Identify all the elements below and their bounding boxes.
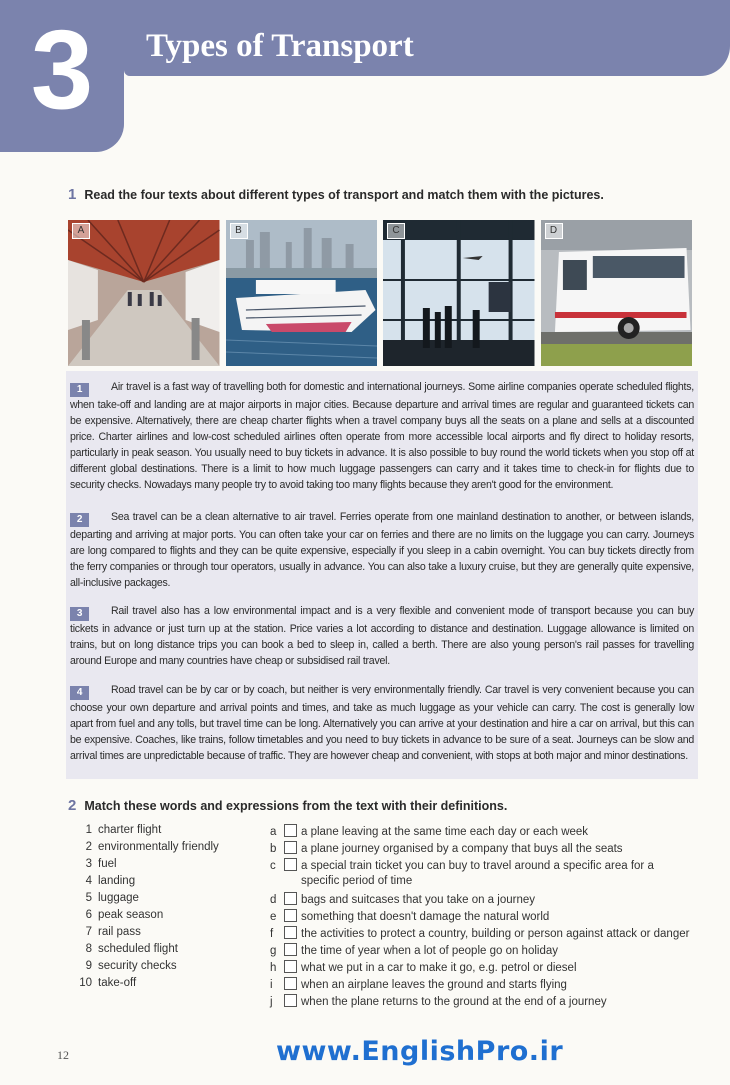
word-item: 8 scheduled flight [85,943,178,955]
answer-checkbox[interactable] [284,926,297,939]
exercise-2-heading [68,797,507,814]
photo-strip [68,220,692,366]
text-body: Road travel can be by car or by coach, but neither is very environmentally friendly. Car travel is very convenient because you can choose your own departure and arrival points and times, and take as much luggage as your vehicle can carry. The cost is generally low apart from fuel and any tolls, but travel time can be long. Alternatively you can arrive at your destination and hire a car on arrival, but this can be expensive. Coaches, like trains, follow timetables and you need to buy tickets in advance to be sure of a seat. Journeys can be slow and arrival times are unpredictable because of traffic. They are however cheap and convenient, with stops at both major and minor destinations. [70,684,694,763]
airport-image [383,220,535,366]
photo-coach [541,220,693,366]
answer-checkbox[interactable] [284,824,297,837]
definition-item: h what we put in a car to make it go, e.g. petrol or diesel [270,962,577,974]
reading-text-4 [66,682,698,764]
photo-airport [383,220,535,366]
photo-tag: C [387,223,405,239]
answer-checkbox[interactable] [284,943,297,956]
word-item: 9 security checks [85,960,177,972]
answer-checkbox[interactable] [284,841,297,854]
text-number: 1 [70,383,89,397]
definition-item-continued: specific period of time [301,875,413,887]
word-item: 4 landing [85,875,136,887]
answer-checkbox[interactable] [284,909,297,922]
cruise-ship-image [226,220,378,366]
photo-tag: B [230,223,248,239]
exercise-1-instruction: Read the four texts about different types of transport and match them with the pictures. [84,188,604,202]
reading-text-1 [66,379,698,494]
text-number: 3 [70,607,89,621]
word-item: 6 peak season [85,909,164,921]
text-number: 2 [70,513,89,527]
exercise-2-number: 2 [68,797,77,814]
answer-checkbox[interactable] [284,892,297,905]
answer-checkbox[interactable] [284,858,297,871]
definition-item: i when an airplane leaves the ground and starts flying [270,979,567,991]
reading-text-2 [66,509,698,591]
word-item: 10 take-off [79,977,137,989]
website-link[interactable]: www.EnglishPro.ir [276,1036,564,1067]
reading-text-3 [66,603,698,669]
exercise-1-number: 1 [68,186,77,203]
unit-number-block [0,0,124,152]
reading-texts-panel [66,371,698,779]
coach-image [541,220,693,366]
definition-item: c a special train ticket you can buy to travel around a specific area for a [270,860,654,872]
word-item: 3 fuel [85,858,117,870]
exercise-1-heading [68,186,604,203]
answer-checkbox[interactable] [284,960,297,973]
definition-item: b a plane journey organised by a company that buys all the seats [270,843,623,855]
definition-item: d bags and suitcases that you take on a journey [270,894,535,906]
train-station-image [68,220,220,366]
definition-item: g the time of year when a lot of people go on holiday [270,945,559,957]
unit-number: 3 [30,7,94,132]
text-number: 4 [70,686,89,700]
word-item: 2 environmentally friendly [85,841,219,853]
text-body: Air travel is a fast way of travelling both for domestic and international journeys. Some airline companies operate scheduled flights, when take-off and landing are at major airports in major cities. Because departure and arrival times are regular and guaranteed tickets can be expensive. Alternatively, there are cheap charter flights when a travel company buys all the seats on a plane and sells at a discounted price. Charter airlines and low-cost scheduled airlines often operate from more accessible local airports and fly direct to holiday resorts, particularly in peak season. You usually need to buy tickets in advance. It is also possible to buy round the world tickets when you stop off at different global destinations. There is a limit to how much luggage passengers can carry and it takes time to check-in for flights due to security checks. Nowadays many people try to avoid taking too many flights because they aren't good for the environment. [70,381,694,492]
photo-tag: D [545,223,563,239]
photo-train-station [68,220,220,366]
text-body: Rail travel also has a low environmental impact and is a very flexible and convenient mode of transport because you can buy tickets in advance or just turn up at the station. Price varies a lot according to distance and destination. Luggage allowance is limited on trains, but on long distance trips you can book a bed to sleep in, called a berth. There are also young person's rail passes for travelling around Europe and many countries have cheap or subsidised rail travel. [70,605,694,668]
page-title: Types of Transport [146,28,414,64]
text-body: Sea travel can be a clean alternative to air travel. Ferries operate from one mainland destination to another, or between islands, departing and arriving at major ports. You can often take your car on ferries and there are no limits on the luggage you can carry. Journeys are long compared to flights and they can be quite expensive, especially if you sleep in a cabin overnight. You can buy tickets directly from the ferry companies or through tour operators, usually in advance. You can also take a luxury cruise, but they are generally quite expensive, all-inclusive packages. [70,511,694,590]
definition-item: f the activities to protect a country, building or person against attack or danger [270,928,690,940]
definition-item: a a plane leaving at the same time each day or each week [270,826,589,838]
photo-cruise-ship [226,220,378,366]
answer-checkbox[interactable] [284,994,297,1007]
page-number: 12 [57,1048,69,1062]
word-item: 7 rail pass [85,926,141,938]
exercise-2-instruction: Match these words and expressions from the text with their definitions. [84,799,508,813]
word-item: 5 luggage [85,892,139,904]
photo-tag: A [72,223,90,239]
definition-item: e something that doesn't damage the natural world [270,911,550,923]
definition-item: j when the plane returns to the ground at the end of a journey [270,996,607,1008]
answer-checkbox[interactable] [284,977,297,990]
word-item: 1 charter flight [85,824,162,836]
